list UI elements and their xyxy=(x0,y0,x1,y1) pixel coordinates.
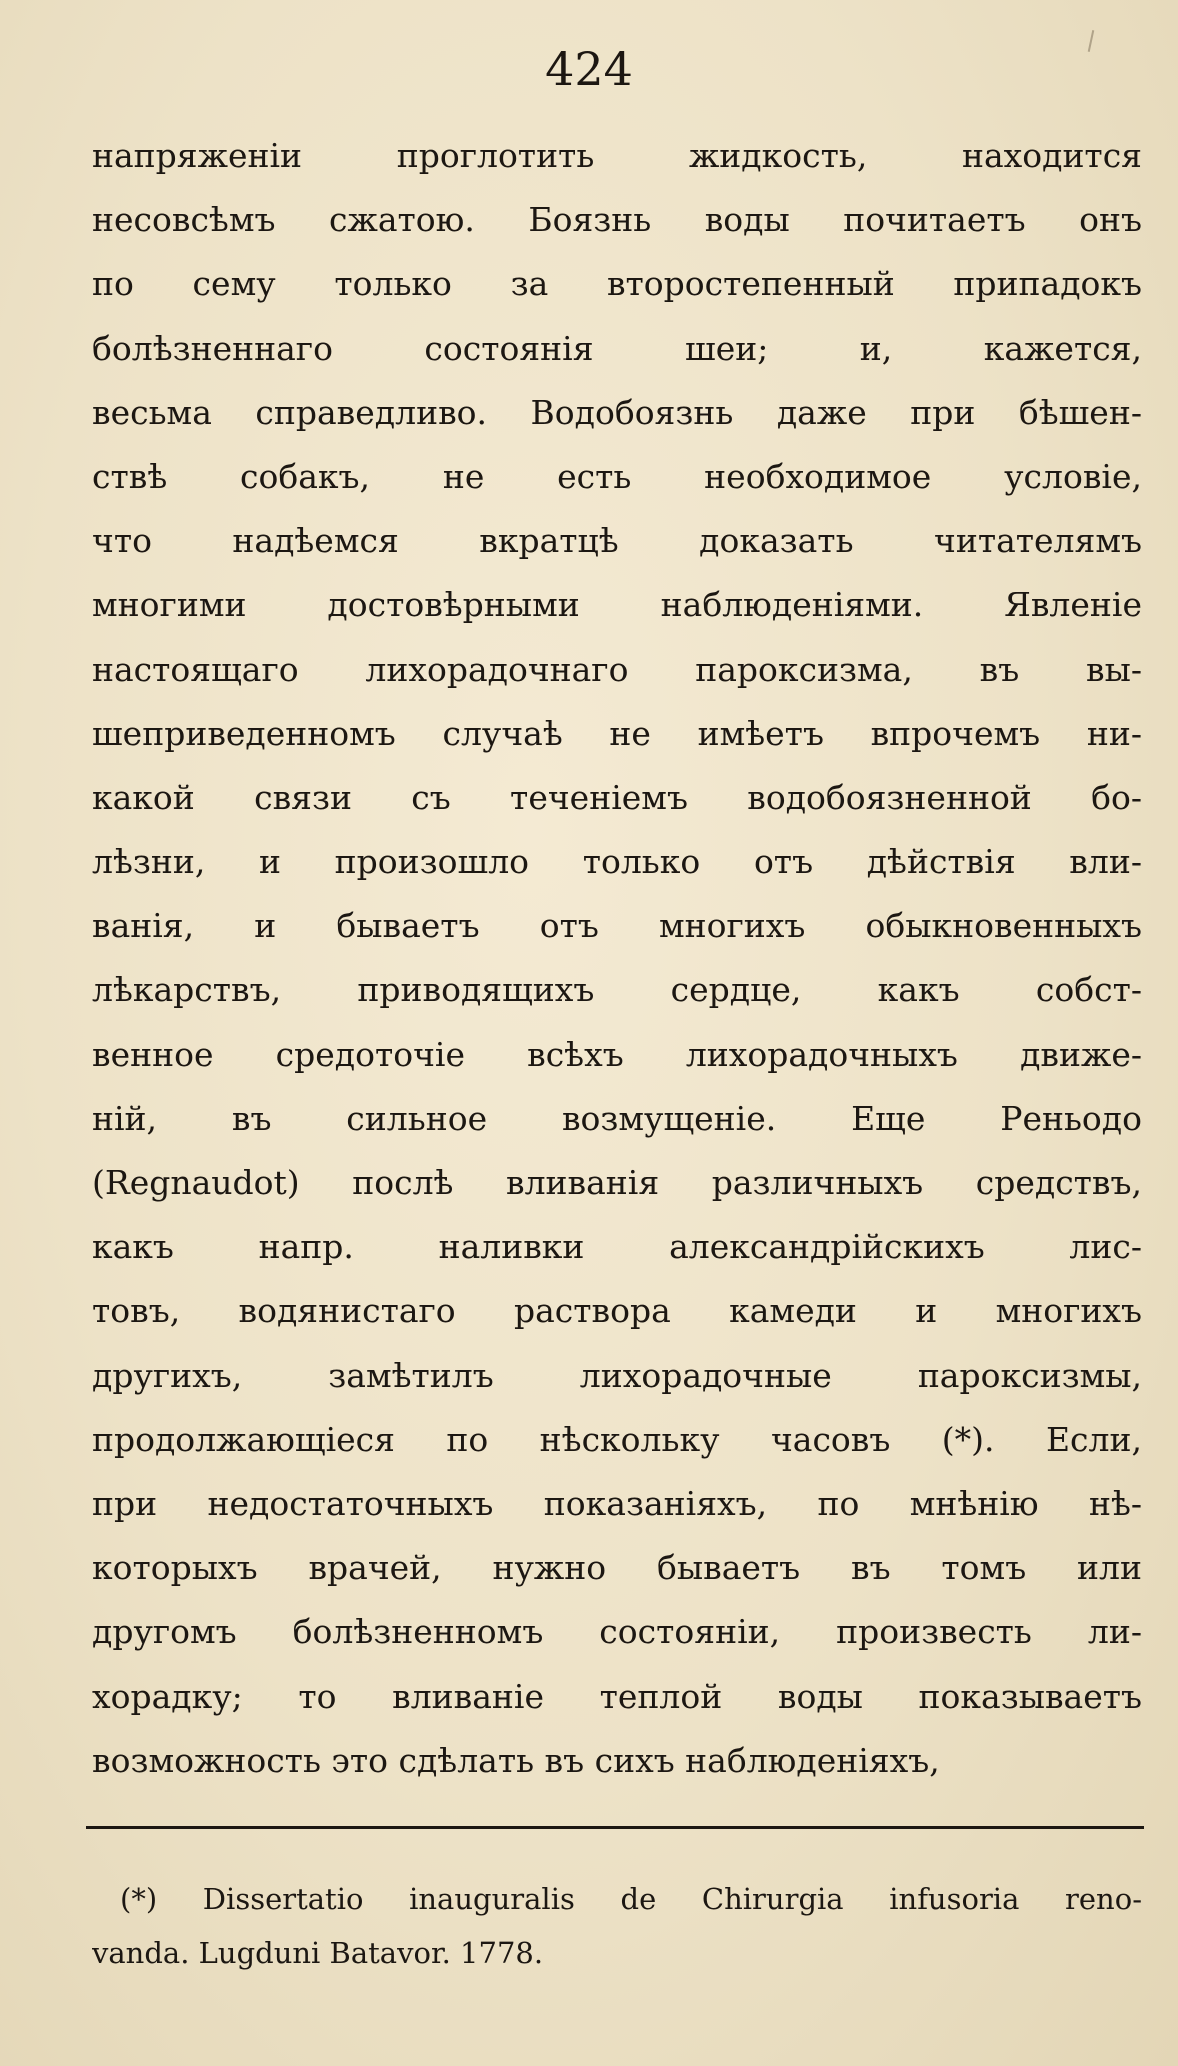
text-line: ванія, и бываетъ отъ многихъ обыкновенныхъ xyxy=(92,906,1142,946)
text-line: болѣзненнаго состоянія шеи; и, кажется, xyxy=(92,328,1142,368)
text-line: которыхъ врачей, нужно бываетъ въ томъ или xyxy=(92,1548,1142,1588)
text-line: весьма справедливо. Водобоязнь даже при бѣшен- xyxy=(92,392,1142,432)
text-line: ній, въ сильное возмущеніе. Еще Реньодо xyxy=(92,1098,1142,1138)
text-line: какъ напр. наливки александрійскихъ лис- xyxy=(92,1227,1142,1267)
text-line: возможность это сдѣлать въ сихъ наблюденіяхъ, xyxy=(92,1740,940,1780)
text-line: венное средоточіе всѣхъ лихорадочныхъ движе- xyxy=(92,1034,1142,1074)
text-line: по сему только за второстепенный припадокъ xyxy=(92,264,1142,304)
text-line: продолжающіеся по нѣскольку часовъ (*). Если, xyxy=(92,1419,1142,1459)
text-line: настоящаго лихорадочнаго пароксизма, въ вы- xyxy=(92,649,1142,689)
footnote-line: (*) Dissertatio inauguralis de Chirurgia infusoria reno- xyxy=(120,1882,1142,1916)
page-number: 424 xyxy=(545,42,633,96)
text-line: товъ, водянистаго раствора камеди и многихъ xyxy=(92,1291,1142,1331)
text-line: напряженіи проглотить жидкость, находится xyxy=(92,136,1142,175)
text-line: многими достовѣрными наблюденіями. Явленіе xyxy=(92,585,1142,625)
text-line: шеприведенномъ случаѣ не имѣетъ впрочемъ ни- xyxy=(92,713,1142,753)
text-line: ствѣ собакъ, не есть необходимое условіе, xyxy=(92,456,1142,496)
text-line: хорадку; то вливаніе теплой воды показываетъ xyxy=(92,1676,1142,1716)
text-line: какой связи съ теченіемъ водобоязненной бо- xyxy=(92,777,1142,817)
footnote xyxy=(92,1872,1142,1980)
text-line: (Regnaudot) послѣ вливанія различныхъ средствъ, xyxy=(92,1163,1142,1202)
text-line: лѣкарствъ, приводящихъ сердце, какъ собст- xyxy=(92,970,1142,1010)
text-line: лѣзни, и произошло только отъ дѣйствія вли- xyxy=(92,842,1142,882)
text-line: что надѣемся вкратцѣ доказать читателямъ xyxy=(92,521,1142,561)
footnote-line: vanda. Lugduni Batavor. 1778. xyxy=(92,1936,544,1970)
text-line: другихъ, замѣтилъ лихорадочные пароксизмы, xyxy=(92,1355,1142,1395)
body-text xyxy=(92,124,1142,1793)
text-line: несовсѣмъ сжатою. Боязнь воды почитаетъ онъ xyxy=(92,200,1142,240)
text-line: другомъ болѣзненномъ состояніи, произвесть ли- xyxy=(92,1612,1142,1652)
text-line: при недостаточныхъ показаніяхъ, по мнѣнію нѣ- xyxy=(92,1483,1142,1523)
footnote-divider xyxy=(86,1826,1144,1829)
